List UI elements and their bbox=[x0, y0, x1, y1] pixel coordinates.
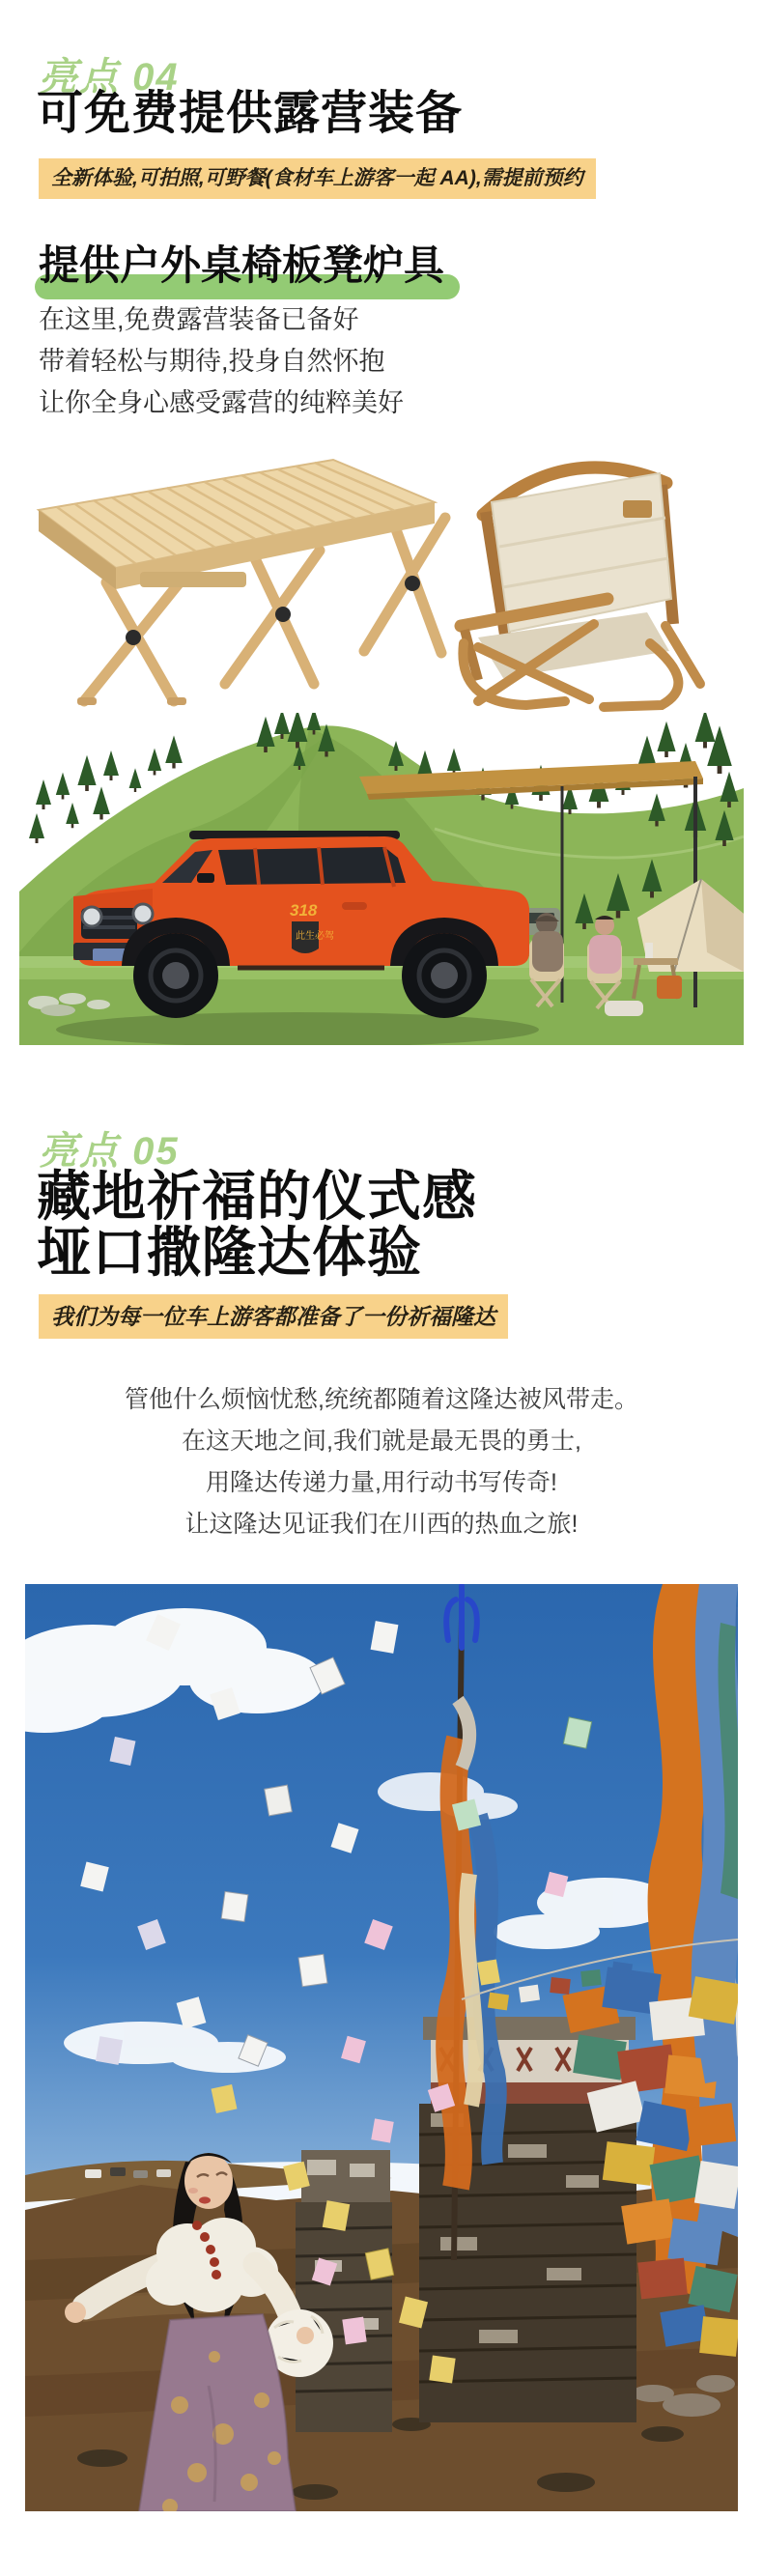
paragraph-line: 让你全身心感受露营的纯粹美好 bbox=[39, 388, 404, 417]
paragraph-line: 让这隆达见证我们在川西的热血之旅! bbox=[184, 1511, 579, 1538]
highlight-04-banner: 全新体验,可拍照,可野餐(食材车上游客一起 AA),需提前预约 bbox=[39, 158, 596, 199]
campsite-photo bbox=[19, 713, 744, 1045]
title-line-2: 垭口撒隆达体验 bbox=[37, 1222, 422, 1283]
highlight-05-title bbox=[37, 1166, 477, 1283]
camping-table bbox=[39, 460, 445, 705]
highlight-05-badge: 亮点 05 bbox=[39, 1130, 180, 1173]
paragraph-line: 管他什么烦恼忧愁,统统都随着这隆达被风带走。 bbox=[125, 1386, 638, 1413]
suv-badge-318: 318 bbox=[290, 901, 318, 920]
highlight-04-badge: 亮点 04 bbox=[39, 56, 180, 99]
highlight-04-title: 可免费提供露营装备 bbox=[37, 88, 464, 139]
prayer-flags-photo bbox=[25, 1584, 738, 2511]
chair-brand-tag bbox=[623, 500, 652, 518]
camping-chair bbox=[461, 467, 700, 707]
title-line-1: 藏地祈福的仪式感 bbox=[37, 1166, 477, 1227]
highlight-05-paragraph bbox=[0, 1379, 763, 1545]
paragraph-line: 在这里,免费露营装备已备好 bbox=[39, 305, 359, 334]
suv-badge-slogan: 此生必驾 bbox=[296, 931, 334, 942]
paragraph-line: 带着轻松与期待,投身自然怀抱 bbox=[39, 347, 385, 376]
paragraph-line: 用隆达传递力量,用行动书写传奇! bbox=[206, 1469, 557, 1496]
camping-furniture-image bbox=[24, 394, 744, 713]
highlight-05-banner: 我们为每一位车上游客都准备了一份祈福隆达 bbox=[39, 1294, 508, 1339]
paragraph-line: 在这天地之间,我们就是最无畏的勇士, bbox=[182, 1428, 581, 1455]
highlight-04-subtitle: 提供户外桌椅板凳炉具 bbox=[39, 234, 444, 292]
